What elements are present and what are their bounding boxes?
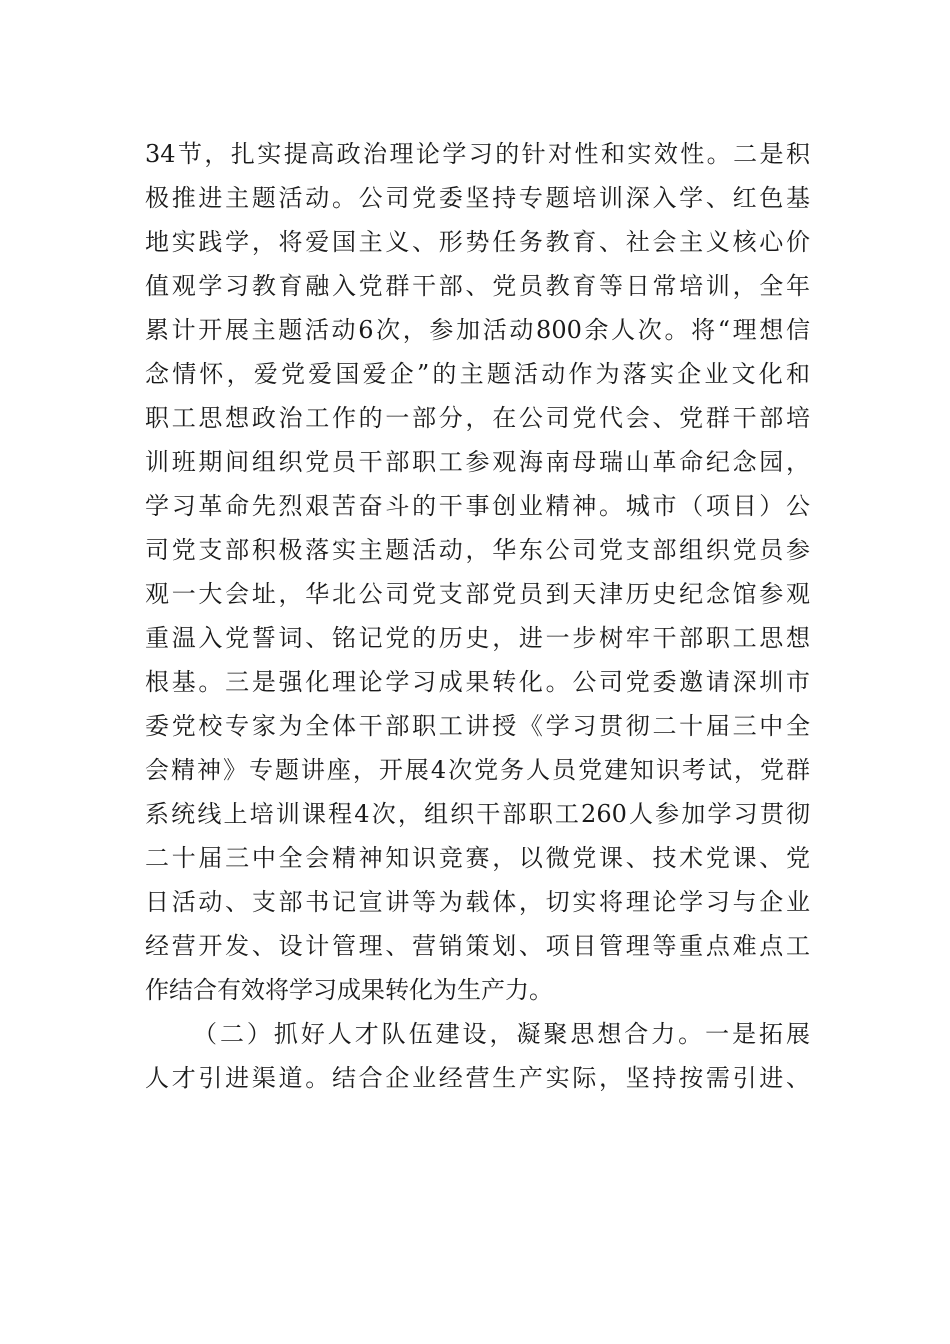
text-line: 值观学习教育融入党群干部、党员教育等日常培训，全年 (145, 272, 810, 300)
text-line: 34节，扎实提高政治理论学习的针对性和实效性。二是积 (145, 140, 810, 168)
text-line: 日活动、支部书记宣讲等为载体，切实将理论学习与企业 (145, 888, 810, 916)
text-line: 极推进主题活动。公司党委坚持专题培训深入学、红色基 (145, 184, 810, 212)
text-line: 念情怀，爱党爱国爱企”的主题活动作为落实企业文化和 (145, 360, 810, 388)
text-line: 二十届三中全会精神知识竞赛，以微党课、技术党课、党 (145, 844, 810, 872)
text-line: 学习革命先烈艰苦奋斗的干事创业精神。城市（项目）公 (145, 492, 810, 520)
text-line: 累计开展主题活动6次，参加活动800余人次。将“理想信 (145, 316, 810, 344)
text-line: 训班期间组织党员干部职工参观海南母瑞山革命纪念园， (145, 448, 810, 476)
text-line: 根基。三是强化理论学习成果转化。公司党委邀请深圳市 (145, 668, 810, 696)
section-heading-line: （二）抓好人才队伍建设，凝聚思想合力。一是拓展 (193, 1020, 810, 1048)
text-line: 重温入党誓词、铭记党的历史，进一步树牢干部职工思想 (145, 624, 810, 652)
text-line: 司党支部积极落实主题活动，华东公司党支部组织党员参 (145, 536, 810, 564)
body-text (145, 132, 810, 1100)
text-line: 系统线上培训课程4次，组织干部职工260人参加学习贯彻 (145, 800, 810, 828)
text-line: 作结合有效将学习成果转化为生产力。 (145, 976, 553, 1004)
text-line: 人才引进渠道。结合企业经营生产实际，坚持按需引进、 (145, 1064, 810, 1092)
text-line: 经营开发、设计管理、营销策划、项目管理等重点难点工 (145, 932, 810, 960)
text-line: 会精神》专题讲座，开展4次党务人员党建知识考试，党群 (145, 756, 810, 784)
text-line: 观一大会址，华北公司党支部党员到天津历史纪念馆参观 (145, 580, 810, 608)
text-line: 委党校专家为全体干部职工讲授《学习贯彻二十届三中全 (145, 712, 810, 740)
text-line: 职工思想政治工作的一部分，在公司党代会、党群干部培 (145, 404, 810, 432)
text-line: 地实践学，将爱国主义、形势任务教育、社会主义核心价 (145, 228, 810, 256)
